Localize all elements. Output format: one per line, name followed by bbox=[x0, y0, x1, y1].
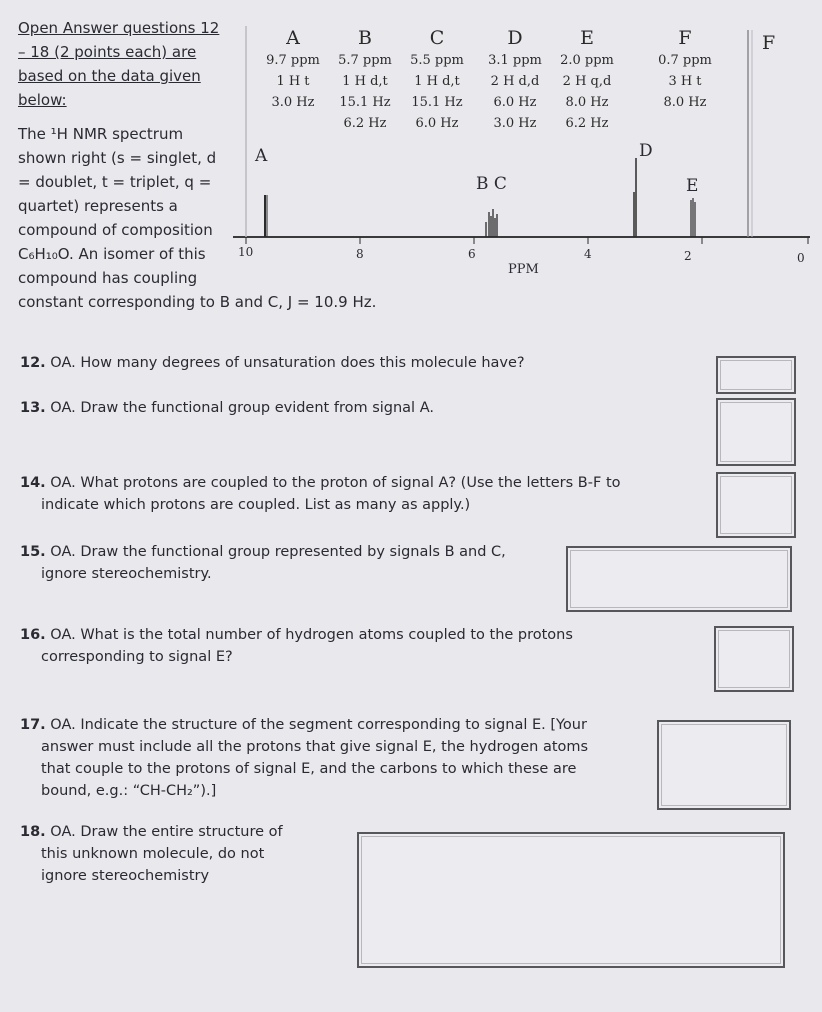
question-number: 13. bbox=[20, 400, 46, 416]
answer-box-18[interactable] bbox=[357, 832, 785, 968]
question-17 bbox=[20, 714, 588, 802]
nmr-letter: C bbox=[429, 27, 445, 49]
question-text: ignore stereochemistry. bbox=[41, 566, 212, 582]
nmr-j2: 6.0 Hz bbox=[415, 116, 459, 131]
nmr-letter: A bbox=[286, 27, 300, 49]
question-text: answer must include all the protons that give signal E, the hydrogen atoms bbox=[41, 739, 589, 755]
question-18 bbox=[20, 821, 283, 887]
peak-a bbox=[265, 195, 267, 237]
peak-label-bc: B C bbox=[476, 174, 507, 194]
nmr-shift: 2.0 ppm bbox=[560, 53, 614, 68]
nmr-shift: 9.7 ppm bbox=[266, 53, 320, 68]
nmr-j1: 8.0 Hz bbox=[565, 95, 609, 110]
question-14 bbox=[20, 472, 621, 516]
nmr-corner-letter: F bbox=[762, 32, 776, 54]
intro-heading-line: Open Answer questions 12 bbox=[18, 19, 220, 37]
intro-body-line: = doublet, t = triplet, q = bbox=[18, 173, 212, 191]
nmr-j1: 15.1 Hz bbox=[411, 95, 463, 110]
nmr-shift: 5.5 ppm bbox=[410, 53, 464, 68]
question-text: OA. How many degrees of unsaturation does this molecule have? bbox=[50, 355, 525, 371]
question-number: 18. bbox=[20, 824, 46, 840]
nmr-shift: 5.7 ppm bbox=[338, 53, 392, 68]
question-text: ignore stereochemistry bbox=[41, 868, 210, 884]
nmr-j1: 8.0 Hz bbox=[663, 95, 707, 110]
nmr-j1: 3.0 Hz bbox=[271, 95, 315, 110]
intro-heading-line: based on the data given bbox=[18, 67, 201, 85]
answer-box-15[interactable] bbox=[566, 546, 792, 612]
question-text: this unknown molecule, do not bbox=[41, 846, 265, 862]
nmr-letter: E bbox=[580, 27, 594, 49]
question-text: OA. Draw the functional group represented by signals B and C, bbox=[50, 544, 506, 560]
question-number: 14. bbox=[20, 475, 46, 491]
question-text: OA. What is the total number of hydrogen atoms coupled to the protons bbox=[50, 627, 573, 643]
nmr-multiplicity: 1 H d,t bbox=[342, 74, 388, 89]
nmr-shift: 0.7 ppm bbox=[658, 53, 712, 68]
peak-label-a: A bbox=[255, 146, 268, 166]
nmr-j1: 15.1 Hz bbox=[339, 95, 391, 110]
question-text: OA. Draw the entire structure of bbox=[50, 824, 283, 840]
nmr-j1: 6.0 Hz bbox=[493, 95, 537, 110]
intro-heading-line: below: bbox=[18, 91, 67, 109]
nmr-letter: B bbox=[358, 27, 372, 49]
intro-body-line: The ¹H NMR spectrum bbox=[18, 125, 184, 143]
question-text: OA. Indicate the structure of the segment corresponding to signal E. [Your bbox=[50, 717, 587, 733]
intro-heading-line: – 18 (2 points each) are bbox=[18, 43, 197, 61]
axis-tick-label: 2 bbox=[684, 249, 692, 263]
answer-box-17[interactable] bbox=[657, 720, 791, 810]
question-text: that couple to the protons of signal E, and the carbons to which these are bbox=[41, 761, 577, 777]
axis-tick-label: 6 bbox=[468, 247, 476, 261]
axis-tick-label: 10 bbox=[238, 245, 254, 259]
answer-box-13[interactable] bbox=[716, 398, 796, 466]
intro-body-line: compound of composition bbox=[18, 221, 213, 239]
nmr-j2: 6.2 Hz bbox=[343, 116, 387, 131]
peak-d bbox=[634, 158, 636, 237]
intro-body-line: constant corresponding to B and C, J = 10.9 Hz. bbox=[18, 293, 377, 311]
question-number: 16. bbox=[20, 627, 46, 643]
answer-box-12[interactable] bbox=[716, 356, 796, 394]
nmr-letter: D bbox=[507, 27, 523, 49]
intro-body-line: shown right (s = singlet, d bbox=[18, 149, 217, 167]
question-number: 12. bbox=[20, 355, 46, 371]
question-number: 17. bbox=[20, 717, 46, 733]
nmr-spectrum bbox=[0, 0, 822, 340]
answer-box-14[interactable] bbox=[716, 472, 796, 538]
question-text: indicate which protons are coupled. List as many as apply.) bbox=[41, 497, 471, 513]
intro-body-line: quartet) represents a bbox=[18, 197, 178, 215]
intro-body-line: compound has coupling bbox=[18, 269, 198, 287]
peak-label-d: D bbox=[639, 141, 653, 161]
question-number: 15. bbox=[20, 544, 46, 560]
question-16 bbox=[20, 624, 573, 668]
question-text: bound, e.g.: “CH-CH₂”).] bbox=[41, 783, 217, 799]
nmr-multiplicity: 2 H q,d bbox=[562, 74, 612, 89]
answer-box-16[interactable] bbox=[714, 626, 794, 692]
nmr-multiplicity: 1 H t bbox=[276, 74, 310, 89]
peak-label-e: E bbox=[686, 176, 699, 196]
peak-e bbox=[691, 198, 695, 237]
nmr-j2: 3.0 Hz bbox=[493, 116, 537, 131]
axis-tick-label: 8 bbox=[356, 247, 364, 261]
intro-body-line: C₆H₁₀O. An isomer of this bbox=[18, 245, 206, 263]
peak-bc bbox=[486, 209, 497, 237]
question-15 bbox=[20, 541, 506, 585]
nmr-j2: 6.2 Hz bbox=[565, 116, 609, 131]
question-12 bbox=[20, 352, 525, 374]
nmr-letter: F bbox=[678, 27, 692, 49]
axis-tick-label: 4 bbox=[584, 247, 592, 261]
nmr-multiplicity: 2 H d,d bbox=[490, 74, 540, 89]
question-13 bbox=[20, 397, 434, 419]
axis-tick-label: 0 bbox=[797, 251, 805, 265]
nmr-multiplicity: 3 H t bbox=[668, 74, 702, 89]
axis-label: PPM bbox=[508, 262, 539, 277]
axis-ticks bbox=[246, 237, 808, 244]
question-text: corresponding to signal E? bbox=[41, 649, 233, 665]
nmr-shift: 3.1 ppm bbox=[488, 53, 542, 68]
nmr-multiplicity: 1 H d,t bbox=[414, 74, 460, 89]
question-text: OA. Draw the functional group evident from signal A. bbox=[50, 400, 434, 416]
question-text: OA. What protons are coupled to the proton of signal A? (Use the letters B-F to bbox=[50, 475, 621, 491]
